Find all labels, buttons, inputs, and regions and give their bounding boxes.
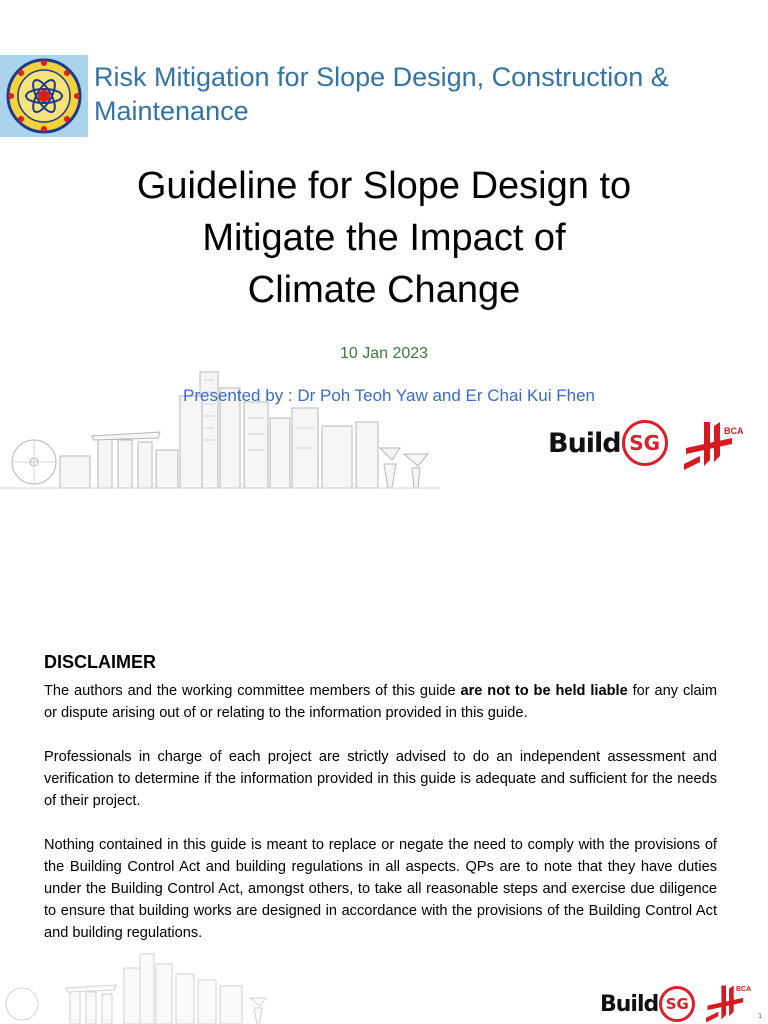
p1-bold-text: are not to be held liable <box>460 683 628 699</box>
disclaimer-paragraph-1 <box>44 680 717 724</box>
ies-emblem-icon <box>0 55 88 137</box>
bca-logo-small <box>704 984 760 1024</box>
bca-label: BCA <box>724 426 744 436</box>
buildsg-sg-circle: SG <box>622 420 668 466</box>
presentation-date: 10 Jan 2023 <box>339 345 429 362</box>
skyline-illustration-faded <box>0 950 300 1024</box>
main-title-line-1: Guideline for Slope Design to <box>136 165 632 207</box>
buildsg-build-text-small: Build <box>600 991 659 1017</box>
header-title <box>94 60 754 128</box>
buildsg-sg-circle-small: SG <box>659 986 695 1022</box>
disclaimer-slide <box>0 640 768 1024</box>
disclaimer-paragraph-2: Professionals in charge of each project are strictly advised to do an independent assessment and verification to determine if the information provided in this guide is adequate and sufficient for the needs of their project. <box>44 749 717 809</box>
ies-logo <box>0 55 88 137</box>
buildsg-logo <box>548 420 668 466</box>
main-title-line-3: Climate Change <box>247 269 521 311</box>
buildsg-build-text: Build <box>548 427 621 459</box>
header-title-line-1: Risk Mitigation for Slope Design, Construction & <box>94 62 669 92</box>
header-title-line-2: Maintenance <box>94 96 249 126</box>
main-title <box>0 160 768 316</box>
disclaimer-heading: DISCLAIMER <box>44 652 156 672</box>
disclaimer-paragraph-3: Nothing contained in this guide is meant to replace or negate the need to comply with the provisions of the Building Control Act and building regulations in all aspects. QPs are to note that they have duties under the Building Control Act, amongst others, to take all reasonable steps and exercise due diligence to ensure that building works are designed in accordance with the provisions of the Building Control Act and building regulations. <box>44 837 717 941</box>
bca-logo <box>682 420 752 472</box>
p1-text-end: for any claim or dispute arising out of or relating to the information provided in this guide. <box>44 683 718 721</box>
bca-label-small: BCA <box>736 986 752 993</box>
buildsg-logo-small <box>600 986 695 1022</box>
slide-number: 1 <box>758 1013 762 1020</box>
presenter-line: Presented by : Dr Poh Teoh Yaw and Er Chai Kui Fhen <box>182 386 596 405</box>
p1-text-start: The authors and the working committee members of this guide <box>44 683 461 699</box>
main-title-line-2: Mitigate the Impact of <box>202 217 566 259</box>
